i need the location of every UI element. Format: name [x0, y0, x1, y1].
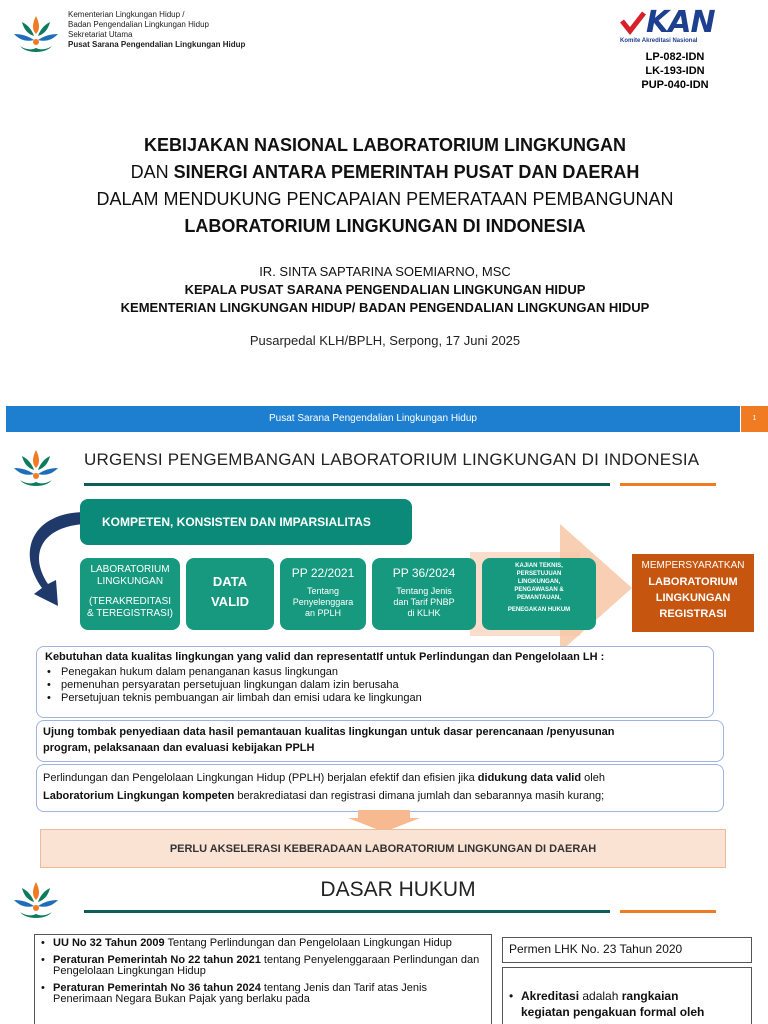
ministry-logo-icon	[10, 8, 62, 60]
ministry-logo-icon	[10, 442, 62, 499]
accreditation-definition: • Akreditasi adalah rangkaian kegiatan pengakuan formal oleh	[502, 967, 752, 1024]
kan-logo-text: KAN	[646, 5, 715, 40]
title-underline-accent	[620, 910, 716, 913]
needs-heading: Kebutuhan data kualitas lingkungan yang valid dan representatIf untuk Perlindungan dan Pengelolaan LH :	[45, 651, 605, 663]
accreditation-code: LK-193-IDN	[645, 65, 705, 77]
page-number: 1	[741, 406, 768, 432]
title-slide	[0, 0, 768, 404]
title-underline	[84, 483, 610, 486]
slide-title: URGENSI PENGEMBANGAN LABORATORIUM LINGKUNGAN DI INDONESIA	[84, 450, 700, 469]
competence-banner: KOMPETEN, KONSISTEN DAN IMPARSIALITAS	[80, 499, 412, 545]
pplh-statement: Perlindungan dan Pengelolaan Lingkungan Hidup (PPLH) berjalan efektif dan efisien jika didukung data valid oleh Laboratorium Lingkungan kompeten berakrediatasi dan registrasi dimana jumlah dan sebarannya masih kurang;	[36, 764, 724, 812]
author-position: KEPALA PUSAT SARANA PENGENDALIAN LINGKUNGAN HIDUP	[184, 282, 586, 297]
regulation-label: Permen LHK No. 23 Tahun 2020	[502, 937, 752, 963]
title-line: KEBIJAKAN NASIONAL LABORATORIUM LINGKUNGAN	[143, 135, 626, 155]
title-line: DALAM MENDUKUNG PENCAPAIAN PEMERATAAN PEMBANGUNAN	[96, 189, 674, 209]
needs-list	[45, 666, 705, 705]
ministry-line: Pusat Sarana Pengendalian Lingkungan Hidup	[68, 40, 246, 49]
ministry-line: Sekretariat Utama	[68, 30, 133, 39]
venue-date: Pusarpedal KLH/BPLH, Serpong, 17 Juni 2025	[249, 333, 521, 348]
kan-logo	[620, 5, 736, 44]
presentation-title	[40, 132, 730, 240]
ministry-line: Badan Pengendalian Lingkungan Hidup	[68, 20, 210, 29]
pp22-box: PP 22/2021 Tentang Penyelenggara an PPLH	[280, 558, 366, 630]
technical-study-box: KAJIAN TEKNIS, PERSETUJUAN LINGKUNGAN, PENGAWASAN & PEMANTAUAN, PENEGAKAN HUKUM	[482, 558, 596, 630]
pp36-box: PP 36/2024 Tentang Jenis dan Tarif PNBP di KLHK	[372, 558, 476, 630]
author-name: IR. SINTA SAPTARINA SOEMIARNO, MSC	[259, 264, 511, 279]
spearhead-box: Ujung tombak penyediaan data hasil pemantauan kualitas lingkungan untuk dasar perencanaan /penyusunan program, pelaksanaan dan evaluasi kebijakan PPLH	[36, 720, 724, 762]
urgency-slide	[0, 404, 768, 868]
needs-box	[36, 646, 714, 718]
kan-subtext: Komite Akreditasi Nasional	[620, 38, 698, 44]
author-info	[40, 263, 730, 317]
title-line: LABORATORIUM LINGKUNGAN DI INDONESIA	[184, 216, 586, 236]
header-bar: Pusat Sarana Pengendalian Lingkungan Hidup	[6, 406, 740, 432]
ministry-line: Kementerian Lingkungan Hidup /	[68, 10, 185, 19]
title-underline-accent	[620, 483, 716, 486]
author-organization: KEMENTERIAN LINGKUNGAN HIDUP/ BADAN PENGENDALIAN LINGKUNGAN HIDUP	[120, 300, 650, 315]
acceleration-banner: PERLU AKSELERASI KEBERADAAN LABORATORIUM LINGKUNGAN DI DAERAH	[40, 829, 726, 868]
data-valid-box: DATA VALID	[186, 558, 274, 630]
ministry-name	[68, 10, 245, 50]
requirement-box: MEMPERSYARATKAN LABORATORIUM LINGKUNGAN REGISTRASI	[632, 554, 754, 632]
legal-basis-slide	[0, 868, 768, 1024]
list-item: • Persetujuan teknis pembuangan air limbah dan emisi udara ke lingkungan	[45, 692, 705, 705]
accreditation-code: PUP-040-IDN	[641, 79, 709, 91]
list-item: • Penegakan hukum dalam penanganan kasus lingkungan	[45, 666, 705, 679]
list-item: • Peraturan Pemerintah No 36 tahun 2024 tentang Jenis dan Tarif atas Jenis Penerimaan Negara Bukan Pajak yang berlaku pada	[41, 983, 485, 1005]
title-line: DAN SINERGI ANTARA PEMERINTAH PUSAT DAN DAERAH	[130, 162, 640, 182]
accreditation-code: LP-082-IDN	[645, 51, 705, 63]
accreditation-codes	[630, 50, 720, 92]
title-underline	[84, 910, 610, 913]
list-item: • Peraturan Pemerintah No 22 tahun 2021 tentang Penyelenggaraan Perlindungan dan Pengelolaan Lingkungan Hidup	[41, 955, 485, 977]
laws-list-box	[34, 934, 492, 1024]
checkmark-icon	[620, 11, 646, 35]
lab-box: LABORATORIUM LINGKUNGAN (TERAKREDITASI & TEREGISTRASI)	[80, 558, 180, 630]
slide-title: DASAR HUKUM	[320, 878, 476, 901]
list-item: • UU No 32 Tahun 2009 Tentang Perlindungan dan Pengelolaan Lingkungan Hidup	[41, 938, 485, 949]
list-item: • pemenuhan persyaratan persetujuan lingkungan dalam izin berusaha	[45, 679, 705, 692]
